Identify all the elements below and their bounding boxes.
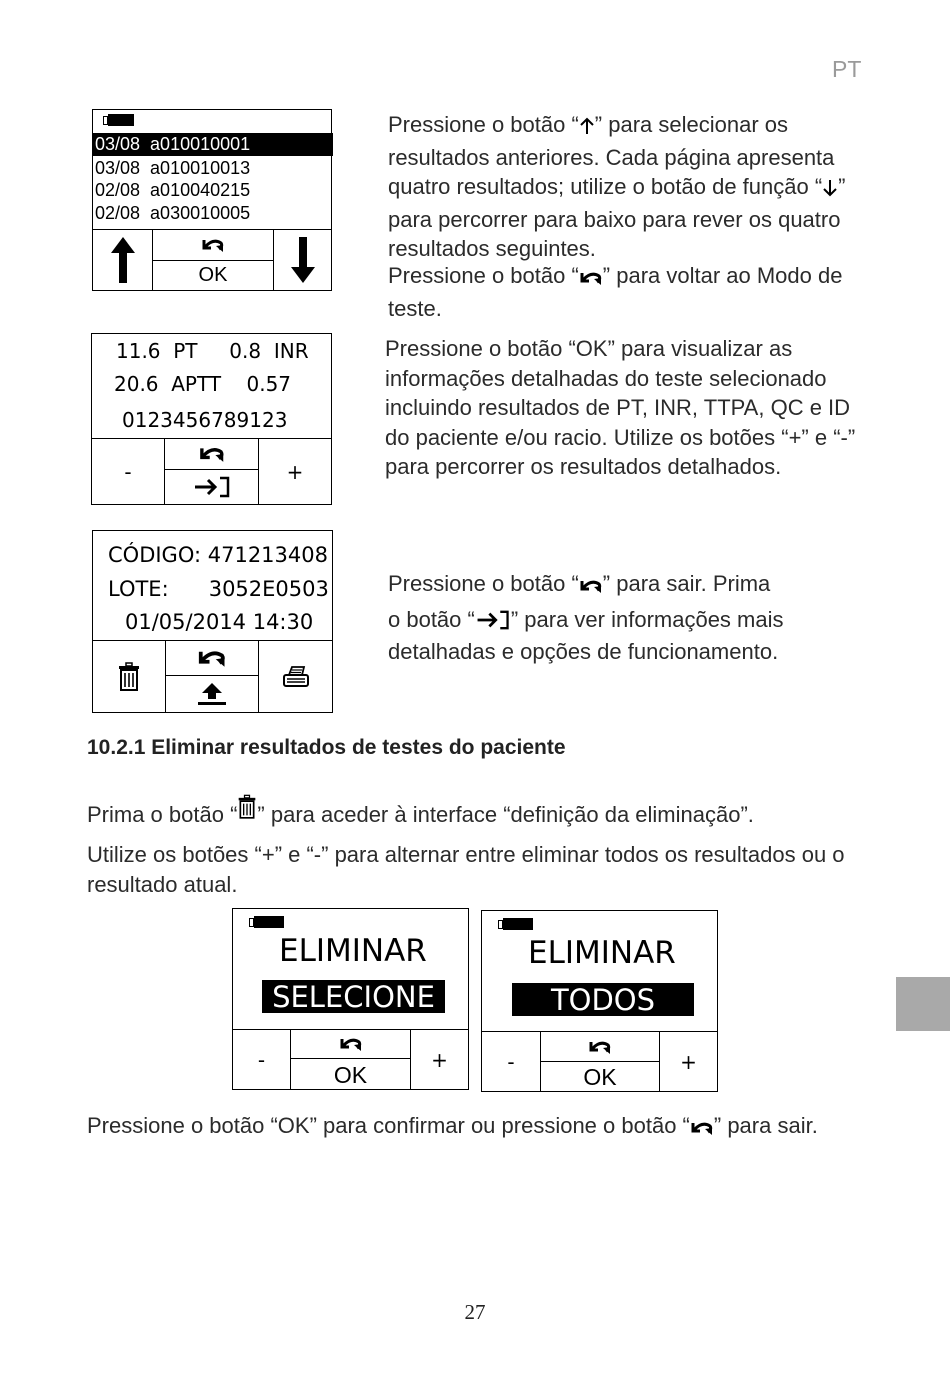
screen-delete-all: [481, 910, 718, 1092]
back-icon[interactable]: [541, 1032, 659, 1061]
ok-button[interactable]: OK: [333, 1061, 368, 1088]
instruction-text-detail: [385, 334, 875, 482]
list-item[interactable]: 03/08 a010010013: [95, 158, 251, 178]
text-fragment: o botão “: [388, 607, 475, 632]
text-fragment: ” para voltar ao Modo de teste.: [388, 263, 843, 321]
up-arrow-icon: [579, 113, 595, 143]
trash-icon[interactable]: [93, 641, 165, 712]
page-number: 27: [464, 1300, 486, 1324]
delete-title: ELIMINAR: [279, 933, 427, 969]
plus-button[interactable]: +: [286, 459, 304, 484]
instruction-text-toggle: Utilize os botões “+” e “-” para alternar entre eliminar todos os resultados ou o resultado atual.: [87, 842, 845, 897]
screen-results-list: [92, 109, 332, 291]
instruction-text-navigation: [388, 110, 878, 264]
trash-icon: [237, 794, 257, 828]
ok-button[interactable]: OK: [198, 264, 228, 286]
enter-icon: [475, 607, 511, 638]
text-line: [388, 568, 878, 602]
datetime-line: 01/05/2014 14:30: [125, 610, 314, 634]
upload-icon[interactable]: [166, 676, 258, 712]
back-icon[interactable]: [153, 230, 273, 260]
text-fragment: Pressione o botão “OK” para confirmar ou pressione o botão “: [87, 1113, 690, 1138]
text-fragment: ” para sair.: [713, 1113, 818, 1138]
down-arrow-icon: [822, 175, 838, 205]
down-arrow-icon[interactable]: [274, 230, 331, 290]
screen-result-detail: [91, 333, 332, 505]
back-icon[interactable]: [291, 1030, 410, 1058]
back-icon[interactable]: [166, 641, 258, 675]
patient-id: 0123456789123: [122, 408, 288, 432]
ok-button[interactable]: OK: [583, 1064, 617, 1090]
instruction-text-back: [388, 261, 878, 323]
instruction-text-delete: [87, 794, 887, 830]
battery-icon: [103, 114, 134, 126]
minus-button[interactable]: -: [507, 1049, 515, 1074]
option-selected[interactable]: TODOS: [512, 983, 694, 1016]
text-line: detalhadas e opções de funcionamento.: [388, 639, 779, 664]
list-item-selected[interactable]: 03/08 a010010001: [93, 133, 333, 156]
screen-delete-select: [232, 908, 469, 1090]
back-icon: [579, 571, 603, 602]
up-arrow-icon[interactable]: [93, 230, 152, 290]
text-fragment: Pressione o botão “: [388, 263, 579, 288]
chapter-tab-marker: [896, 977, 950, 1031]
text-fragment: Pressione o botão “: [388, 571, 579, 596]
back-icon: [690, 1114, 714, 1144]
language-label: PT: [832, 56, 862, 82]
battery-icon: [249, 916, 284, 928]
list-item[interactable]: 02/08 a010040215: [95, 180, 251, 200]
result-line-aptt: 20.6 APTT 0.57: [114, 372, 292, 396]
text-line: [388, 604, 878, 638]
option-selected[interactable]: SELECIONE: [262, 980, 445, 1013]
text-fragment: ” para selecionar os resultados anteriores. Cada página apresenta quatro resultados; utilize o botão de função “: [388, 112, 835, 199]
code-line: CÓDIGO: 471213408: [108, 543, 328, 567]
lot-line: LOTE: 3052E0503: [108, 577, 329, 601]
plus-button[interactable]: +: [431, 1047, 448, 1072]
plus-button[interactable]: +: [680, 1049, 697, 1074]
text-fragment: Pressione o botão “OK” para visualizar as informações detalhadas do teste selecionado incluindo resultados de PT, INR, TTPA, QC e ID do paciente e/ou racio. Utilize os botões “+” e “-” para percorrer os resultados detalhados.: [385, 336, 856, 479]
text-fragment: ” para percorrer para baixo para rever os quatro resultados seguintes.: [388, 174, 846, 261]
instruction-text-confirm: [87, 1111, 867, 1144]
back-icon[interactable]: [165, 439, 258, 469]
printer-icon[interactable]: [259, 641, 332, 712]
screen-test-info: [92, 530, 333, 713]
result-line-pt-inr: 11.6 PT 0.8 INR: [116, 339, 309, 363]
instruction-text-exit: [388, 568, 878, 667]
text-fragment: ” para aceder à interface “definição da eliminação”.: [257, 802, 754, 827]
back-icon: [579, 264, 603, 294]
list-item[interactable]: 02/08 a030010005: [95, 203, 251, 223]
battery-icon: [498, 918, 533, 930]
enter-icon[interactable]: [165, 470, 258, 504]
text-fragment: ” para sair. Prima: [602, 571, 771, 596]
minus-button[interactable]: -: [257, 1047, 266, 1072]
text-fragment: ” para ver informações mais: [510, 607, 784, 632]
delete-title: ELIMINAR: [528, 935, 676, 971]
text-fragment: Pressione o botão “: [388, 112, 579, 137]
text-fragment: Prima o botão “: [87, 802, 238, 827]
section-heading: 10.2.1 Eliminar resultados de testes do paciente: [87, 736, 566, 759]
minus-button[interactable]: -: [124, 459, 132, 484]
